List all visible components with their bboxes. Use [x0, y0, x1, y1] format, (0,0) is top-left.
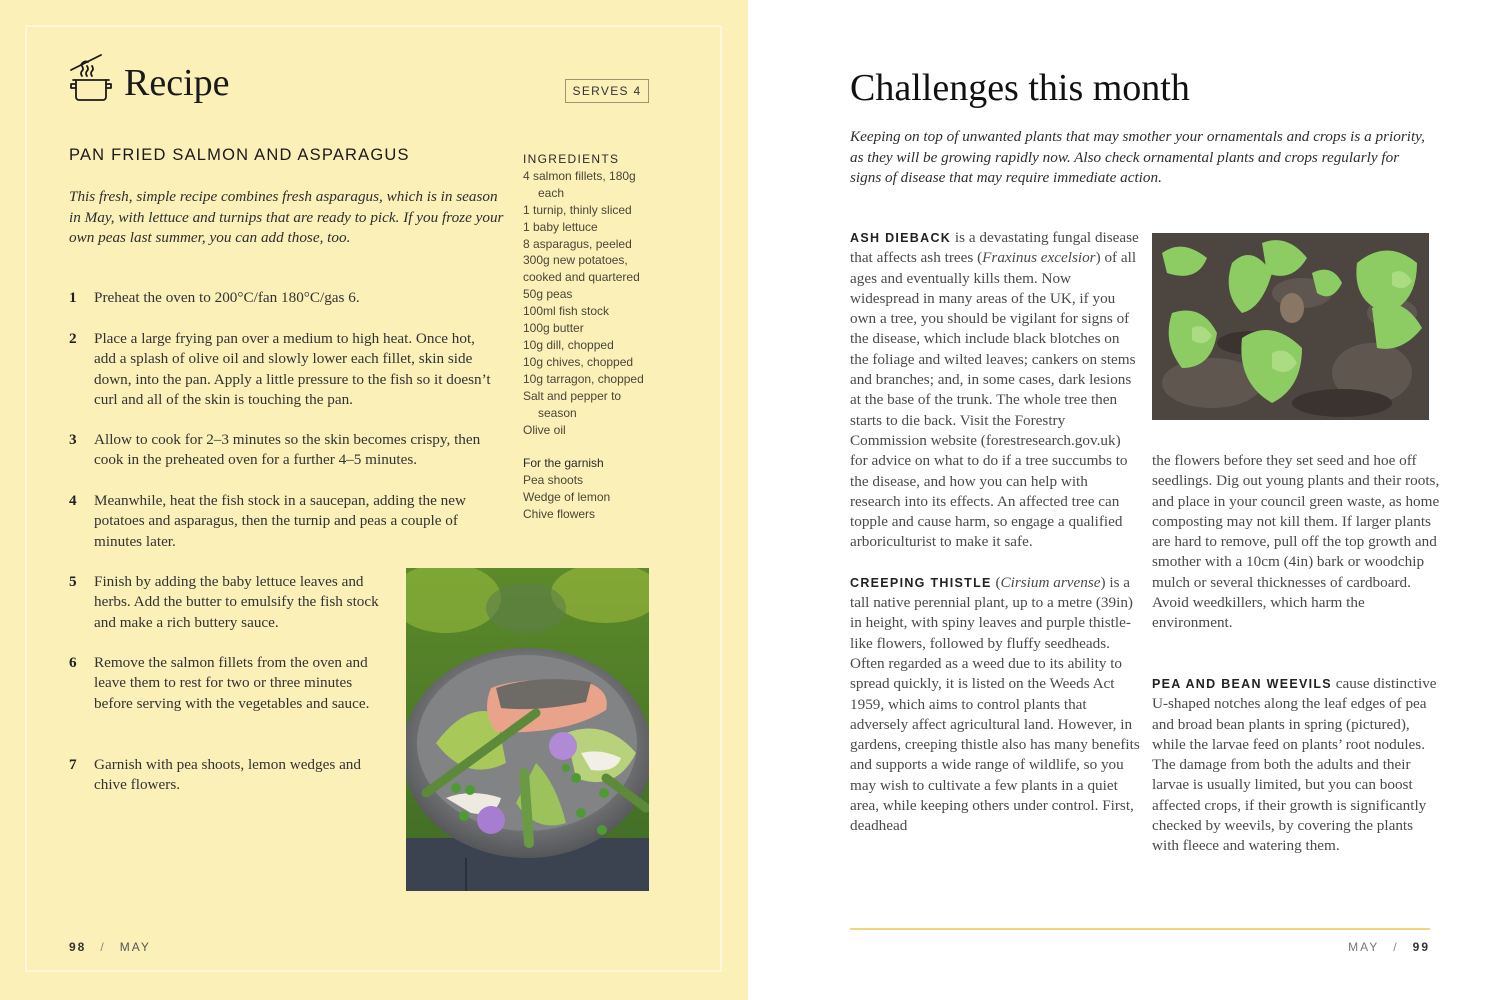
ingredient-item: 1 turnip, thinly sliced	[523, 202, 632, 217]
step-item	[69, 572, 389, 633]
ingredient-item: 10g dill, chopped	[523, 337, 614, 352]
paragraph-text: (	[991, 573, 1001, 591]
step-item	[69, 653, 389, 714]
latin-name: Cirsium arvense	[1000, 573, 1101, 591]
step-number: 4	[69, 492, 77, 509]
folio-separator: /	[1393, 940, 1399, 954]
garnish-heading: For the garnish	[523, 456, 604, 471]
page-intro: Keeping on top of unwanted plants that may smother your ornamentals and crops is a priority, as they will be growing rapidly now. Also check ornamental plants and crops regularly for signs of disease that may require immediate action.	[850, 128, 1425, 186]
creeping-thistle-paragraph	[850, 573, 1140, 837]
step-item	[69, 288, 499, 308]
ingredient-item: 100g butter	[523, 321, 584, 336]
ingredient-item: 300g new potatoes, cooked and quartered	[523, 253, 640, 285]
folio-separator: /	[100, 940, 106, 954]
paragraph-text: ) of all ages and eventually kills them. Now widespread in many areas of the UK, if you own a tree, you should be vigilant for signs of the disease, which include black blotches on the foliage and wilted leaves; cankers on stems and branches; and, in some cases, dark lesions at the base of the trunk. The whole tree then starts to die back. Visit the Forestry Commission website (forestresearch.gov.uk) for advice on what to do if a tree succumbs to the disease, and how you can help with research into its effects. An affected tree can topple and cause harm, so engage a qualified arboriculturist to make it safe.	[850, 249, 1137, 551]
salmon-dish-photo	[406, 568, 649, 891]
page-folio	[1348, 940, 1430, 954]
pea-weevil-damage-photo	[1152, 233, 1429, 420]
step-item	[69, 491, 499, 552]
step-item	[69, 430, 489, 471]
step-item	[69, 755, 389, 796]
step-text: Place a large frying pan over a medium to high heat. Once hot, add a splash of olive oil and slowly lower each fillet, skin side down, into the pan. Apply a little pressure to the fish so it doesn’t curl and all of the skin is touching the pan.	[94, 330, 491, 408]
ingredient-item: 1 baby lettuce	[523, 219, 598, 234]
step-text: Preheat the oven to 200°C/fan 180°C/gas 6.	[94, 289, 360, 306]
left-page	[0, 0, 748, 1000]
step-number: 5	[69, 573, 77, 590]
step-number: 3	[69, 431, 77, 448]
folio-month: MAY	[119, 940, 151, 954]
step-text: Allow to cook for 2–3 minutes so the skin becomes crispy, then cook in the preheated oven for a further 4–5 minutes.	[94, 431, 481, 469]
keyword-creeping-thistle: CREEPING THISTLE	[850, 575, 992, 590]
step-text: Remove the salmon fillets from the oven and leave them to rest for two or three minutes before serving with the vegetables and sauce.	[94, 654, 370, 712]
recipe-header	[68, 52, 230, 104]
step-number: 6	[69, 654, 77, 671]
creeping-thistle-continued: the flowers before they set seed and hoe off seedlings. Dig out young plants and their roots, and place in your council green waste, as home composting may not kill them. If larger plants are hard to remove, pull off the top growth and smother with a 10cm (4in) bark or woodchip mulch or several thicknesses of cardboard. Avoid weedkillers, which harm the environment.	[1152, 452, 1440, 632]
article-column-right-lower	[1152, 674, 1442, 857]
garnish-item: Pea shoots	[523, 473, 584, 488]
ingredient-item: 8 asparagus, peeled	[523, 236, 632, 251]
page-number: 99	[1412, 940, 1430, 954]
step-text: Garnish with pea shoots, lemon wedges and chive flowers.	[94, 756, 361, 794]
folio-divider	[850, 928, 1430, 930]
ingredients-heading: INGREDIENTS	[523, 152, 620, 166]
step-item	[69, 329, 499, 410]
ingredient-item: 4 salmon fillets, 180g each	[523, 168, 636, 200]
step-number: 1	[69, 289, 77, 306]
page-title: Challenges this month	[850, 67, 1190, 109]
article-column-right	[1152, 451, 1442, 634]
article-column-left	[850, 228, 1140, 837]
ash-dieback-paragraph	[850, 228, 1140, 553]
garnish-item: Wedge of lemon	[523, 490, 611, 505]
ingredient-item: 10g chives, chopped	[523, 354, 634, 369]
step-number: 7	[69, 756, 77, 773]
ingredients-list	[523, 151, 658, 523]
weevils-paragraph	[1152, 674, 1442, 857]
ingredient-item: 100ml fish stock	[523, 304, 610, 319]
step-number: 2	[69, 330, 77, 347]
page-number: 98	[69, 940, 87, 954]
ingredient-item: 50g peas	[523, 287, 573, 302]
serves-badge: SERVES 4	[565, 79, 649, 103]
paragraph-text: ) is a tall native perennial plant, up to a metre (39in) in height, with spiny leaves and purple thistle-like flowers, followed by fluffy seedheads. Often regarded as a weed due to its ability to spread quickly, it is listed on the Weeds Act 1959, which aims to control plants that adversely affect agricultural land. However, in gardens, creeping thistle also has many benefits and supports a wide range of wildlife, so you may wish to cultivate a few plants in a quiet area, while keeping others under control. First, deadhead	[850, 573, 1140, 835]
dish-title: PAN FRIED SALMON AND ASPARAGUS	[69, 146, 410, 164]
paragraph-gap	[850, 553, 1140, 573]
recipe-intro: This fresh, simple recipe combines fresh asparagus, which is in season in May, with lettuce and turnips that are ready to pick. If you froze your own peas last summer, you can add those, too.	[69, 188, 504, 246]
folio-month: MAY	[1348, 940, 1380, 954]
garnish-item: Chive flowers	[523, 507, 596, 522]
keyword-pea-bean-weevils: PEA AND BEAN WEEVILS	[1152, 677, 1332, 691]
ingredient-item: Salt and pepper to season	[523, 388, 622, 420]
cooking-pot-icon	[68, 52, 114, 104]
ingredient-item: Olive oil	[523, 422, 566, 437]
page-folio	[69, 940, 151, 954]
section-title: Recipe	[124, 62, 230, 104]
step-text: Meanwhile, heat the fish stock in a saucepan, adding the new potatoes and asparagus, then the turnip and peas a couple of minutes later.	[94, 492, 466, 550]
latin-name: Fraxinus excelsior	[982, 249, 1096, 267]
ingredient-item: 10g tarragon, chopped	[523, 371, 644, 386]
keyword-ash-dieback: ASH DIEBACK	[850, 231, 952, 245]
paragraph-text: is a devastating fungal disease that affects ash trees (	[850, 229, 1139, 267]
paragraph-text: cause distinctive U-shaped notches along the leaf edges of pea and broad bean plants in spring (pictured), while the larvae feed on plants’ root nodules. The damage from both the adults and their larvae is usually limited, but you can boost affected crops, if their growth is significantly checked by weevils, by covering the plants with fleece and watering them.	[1152, 675, 1437, 855]
step-text: Finish by adding the baby lettuce leaves and herbs. Add the butter to emulsify the fish stock and make a rich buttery sauce.	[94, 573, 379, 631]
